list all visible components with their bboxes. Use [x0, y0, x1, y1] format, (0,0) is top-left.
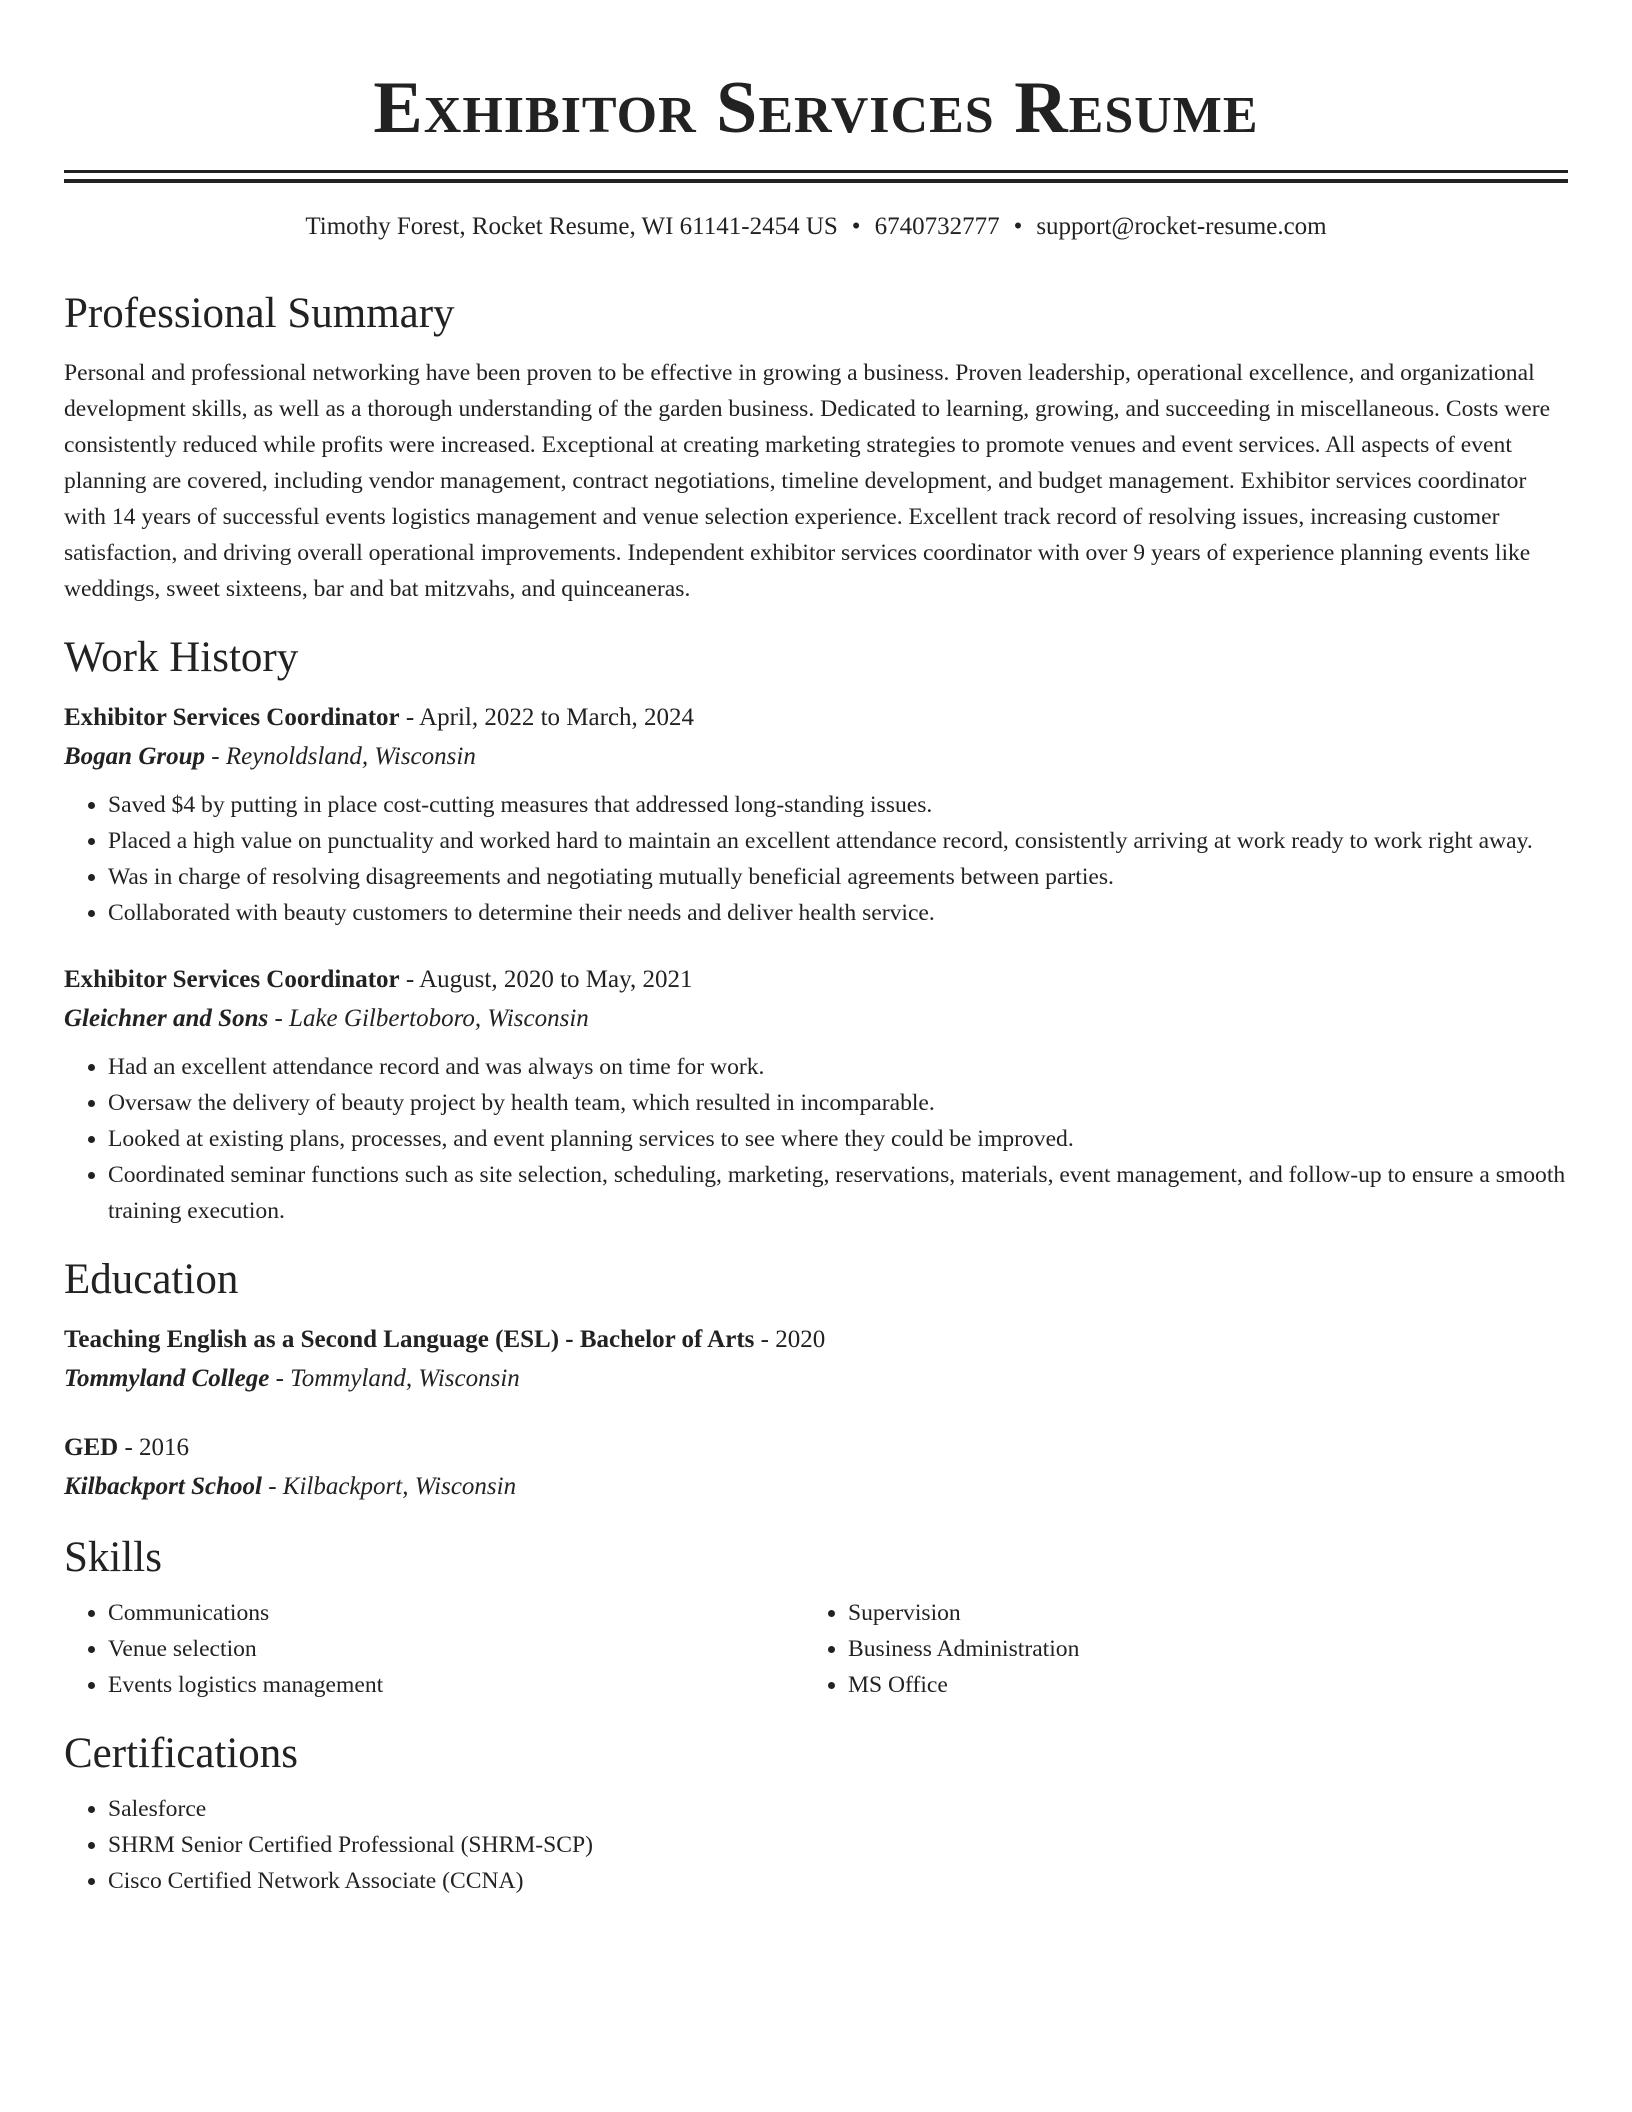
- certification-item: • SHRM Senior Certified Professional (SHRM-SCP): [108, 1827, 1568, 1863]
- skill-item: • MS Office: [848, 1667, 1564, 1703]
- summary-heading: Professional Summary: [64, 290, 455, 337]
- school-name: Tommyland College: [64, 1365, 270, 1392]
- work-history-heading: Work History: [64, 634, 299, 681]
- certifications-list: [64, 1791, 1568, 1899]
- skills-heading: Skills: [64, 1534, 162, 1581]
- contact-email: support@rocket-resume.com: [1036, 213, 1327, 240]
- job-company-line: [64, 999, 1568, 1039]
- job-location: - Reynoldsland, Wisconsin: [205, 743, 476, 770]
- job-dates: - April, 2022 to March, 2024: [399, 704, 695, 731]
- certification-item: • Cisco Certified Network Associate (CCNA): [108, 1863, 1568, 1899]
- skill-item: • Communications: [108, 1595, 804, 1631]
- school-line: [64, 1467, 1568, 1507]
- list-item: • Had an excellent attendance record and was always on time for work.: [108, 1049, 1568, 1085]
- degree-year: - 2020: [754, 1326, 826, 1353]
- summary-text: Personal and professional networking have been proven to be effective in growing a business. Proven leadership, operational excellence, and organizational development skills, as well as a thorough understanding of the garden business. Dedicated to learning, growing, and succeeding in miscellaneous. Costs were consistently reduced while profits were increased. Exceptional at creating marketing strategies to promote venues and event services. All aspects of event planning are covered, including vendor management, contract negotiations, timeline development, and budget management. Exhibitor services coordinator with 14 years of successful events logistics management and venue selection experience. Excellent track record of resolving issues, increasing customer satisfaction, and driving overall operational improvements. Independent exhibitor services coordinator with over 9 years of experience planning events like weddings, sweet sixteens, bar and bat mitzvahs, and quinceaneras.: [64, 360, 1551, 602]
- skills-column-left: [64, 1595, 804, 1703]
- school-location: - Kilbackport, Wisconsin: [261, 1473, 517, 1500]
- job-bullets: [64, 787, 1568, 931]
- job-title-line: [64, 961, 1568, 999]
- contact-address: Timothy Forest, Rocket Resume, WI 61141-2454 US: [305, 213, 838, 240]
- job-entry: [64, 961, 1568, 1229]
- title-rule-thick: [64, 179, 1568, 183]
- skill-item: • Business Administration: [848, 1631, 1564, 1667]
- job-bullets: [64, 1049, 1568, 1229]
- skills-grid: [64, 1595, 1568, 1703]
- job-title: Exhibitor Services Coordinator: [64, 704, 400, 731]
- contact-line: [64, 211, 1568, 243]
- job-company: Bogan Group: [64, 743, 206, 770]
- resume-title: Exhibitor Services Resume: [373, 67, 1259, 149]
- contact-separator: •: [1013, 213, 1023, 240]
- degree-line: [64, 1321, 1568, 1359]
- school-name: Kilbackport School: [64, 1473, 262, 1500]
- education-entry: [64, 1321, 1568, 1399]
- education-heading: Education: [64, 1256, 239, 1303]
- list-item: • Saved $4 by putting in place cost-cutting measures that addressed long-standing issues.: [108, 787, 1568, 823]
- list-item: • Was in charge of resolving disagreements and negotiating mutually beneficial agreements between parties.: [108, 859, 1568, 895]
- list-item: • Coordinated seminar functions such as site selection, scheduling, marketing, reservations, materials, event management, and follow-up to ensure a smooth training execution.: [108, 1157, 1568, 1229]
- education-entry: [64, 1429, 1568, 1507]
- job-location: - Lake Gilbertoboro, Wisconsin: [268, 1005, 589, 1032]
- certifications-heading: Certifications: [64, 1730, 299, 1777]
- degree-year: - 2016: [118, 1434, 190, 1461]
- list-item: • Collaborated with beauty customers to determine their needs and deliver health service.: [108, 895, 1568, 931]
- list-item: • Looked at existing plans, processes, and event planning services to see where they could be improved.: [108, 1121, 1568, 1157]
- title-rule-thin: [64, 170, 1568, 173]
- list-item: • Placed a high value on punctuality and worked hard to maintain an excellent attendance record, consistently arriving at work ready to work right away.: [108, 823, 1568, 859]
- skill-item: • Supervision: [848, 1595, 1564, 1631]
- school-location: - Tommyland, Wisconsin: [269, 1365, 520, 1392]
- list-item: • Oversaw the delivery of beauty project by health team, which resulted in incomparable.: [108, 1085, 1568, 1121]
- certification-item: • Salesforce: [108, 1791, 1568, 1827]
- skill-item: • Venue selection: [108, 1631, 804, 1667]
- contact-separator: •: [851, 213, 861, 240]
- school-line: [64, 1359, 1568, 1399]
- skill-item: • Events logistics management: [108, 1667, 804, 1703]
- job-company-line: [64, 737, 1568, 777]
- job-title: Exhibitor Services Coordinator: [64, 966, 400, 993]
- skills-column-right: [804, 1595, 1564, 1703]
- degree-line: [64, 1429, 1568, 1467]
- job-dates: - August, 2020 to May, 2021: [399, 966, 693, 993]
- job-company: Gleichner and Sons: [64, 1005, 269, 1032]
- job-title-line: [64, 699, 1568, 737]
- degree-name: Teaching English as a Second Language (ESL) - Bachelor of Arts: [64, 1326, 755, 1353]
- job-entry: [64, 699, 1568, 931]
- degree-name: GED: [64, 1434, 119, 1461]
- contact-phone: 6740732777: [874, 213, 1000, 240]
